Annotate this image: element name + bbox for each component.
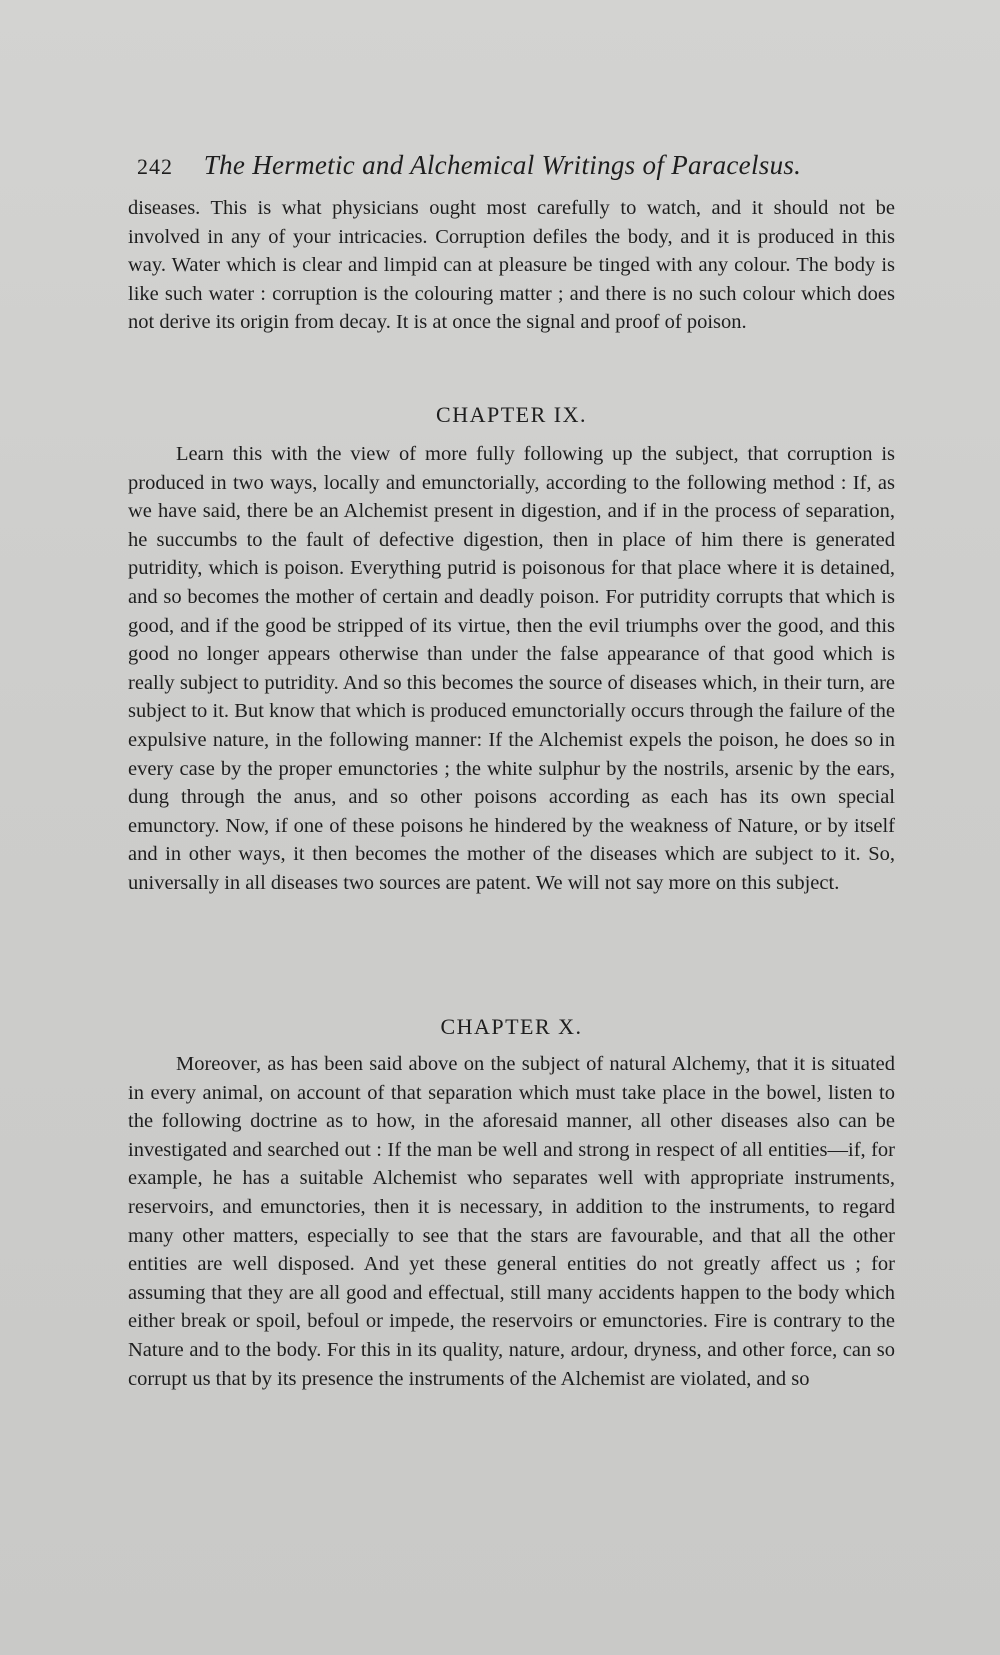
chapter-10-heading: CHAPTER X. [440, 1014, 583, 1039]
running-head [137, 145, 877, 187]
chapter-10-paragraph: Moreover, as has been said above on the subject of natural Alchemy, that it is situated in every animal, on account of that separation which must take place in the bowel, listen to the following doctrine as to how, in the aforesaid manner, all other diseases also can be investigated and searched out : If the man be well and strong in respect of all entities—if, for example, he has a suitable Alchemist who separates well with appropriate instruments, reservoirs, and emunctories, then it is necessary, in addition to the instruments, to regard many other matters, especially to see that the stars are favourable, and that all the other entities are well disposed. And yet these general entities do not greatly affect us ; for assuming that they are all good and effectual, still many accidents happen to the body which either break or spoil, befoul or impede, the reservoirs or emunctories. Fire is contrary to the Nature and to the body. For this in its quality, nature, ardour, dryness, and other force, can so corrupt us that by its presence the instruments of the Alchemist are violated, and so [128, 1053, 895, 1390]
running-title: The Hermetic and Alchemical Writings of Paracelsus. [203, 150, 802, 180]
chapter-9-heading: CHAPTER IX. [436, 402, 587, 427]
chapter-9-paragraph: Learn this with the view of more fully following up the subject, that corruption is produced in two ways, locally and emunctorially, according to the following method : If, as we have said, there be an Alchemist present in digestion, and if in the process of separation, he succumbs to the fault of defective digestion, then in place of him there is generated putridity, which is poison. Everything putrid is poisonous for that place where it is detained, and so becomes the mother of certain and deadly poison. For putridity corrupts that which is good, and if the good be stripped of its virtue, then the evil triumphs over the good, and this good no longer appears otherwise than under the false appearance of that good which is really subject to putridity. And so this becomes the source of diseases which, in their turn, are subject to it. But know that which is produced emunctorially occurs through the failure of the expulsive nature, in the following manner: If the Alchemist expels the poison, he does so in every case by the proper emunctories ; the white sulphur by the nostrils, arsenic by the ears, dung through the anus, and so other poisons according as each has its own special emunctory. Now, if one of these poisons he hindered by the weakness of Nature, or by itself and in other ways, it then becomes the mother of the diseases which are subject to it. So, universally in all diseases two sources are patent. We will not say more on this subject. [128, 443, 895, 894]
intro-paragraph: diseases. This is what physicians ought most carefully to watch, and it should not be involved in any of your intricacies. Corruption defiles the body, and it is produced in this way. Water which is clear and limpid can at pleasure be tinged with any colour. The body is like such water : corruption is the colouring matter ; and there is no such colour which does not derive its origin from decay. It is at once the signal and proof of poison. [128, 197, 895, 334]
page-number: 242 [137, 154, 173, 179]
